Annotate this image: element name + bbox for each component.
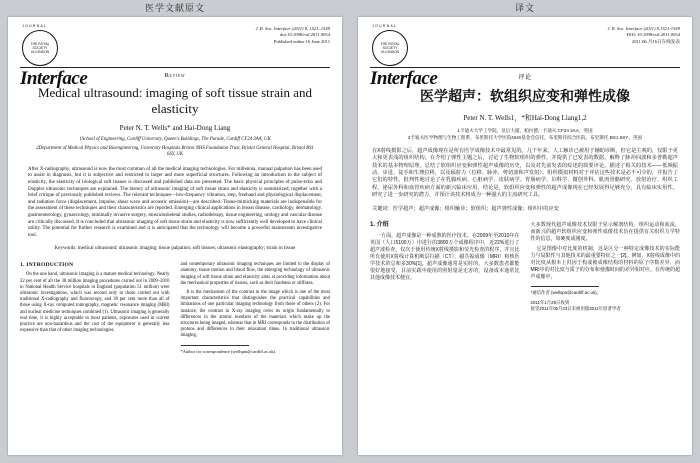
abstract-text: After X-radiography, ultrasound is now the most common of all the medical imaging technologies. For millennia, manual palpation has been used to assist in diagnosis, but it is subjective and restricted to larger and more superficial structures. Following an introduction to the subject of elasticity, the elasticity of biological soft tissues is discussed and published data are presented. The basic physical principles of pulse-echo and Doppler ultrasonic techniques are explained. The history of ultrasonic imaging of soft tissue strain and elasticity is summarized, together with a brief critique of previously published reviews. The relevant techniques—low-frequency vibration, step, freehand and physiological displacement, and radiation force (displacement, impulse, shear wave and acoustic emission)—are described. Tissue-mimicking materials are indispensible for the assessment of these techniques and their characteristics are reported. Emerging clinical applications in breast disease, cardiology, dermatology, gastroenterology, gynaecology, minimally invasive surgery, musculoskeletal studies, radiotherapy, tissue engineering, urology and vascular disease are critically discussed. It is concluded that ultrasonic imaging of soft tissue strain and elasticity is now sufficiently well developed to have clinical utility. The potential for further research is examined and it is anticipated that the technology will become a powerful mainstream investigative tool. [28, 166, 322, 238]
pane-translation-header: 译文 [350, 0, 700, 17]
journal-tag-label: JOURNAL [22, 24, 48, 28]
citation-block-translation [607, 24, 680, 45]
citation-block-original [256, 24, 330, 45]
citation-line-2-translation: DOI: 10.1098/rsif.2011.0054 [626, 32, 680, 38]
pane-original-header: 医学文献原文 [0, 0, 350, 17]
article-type-label: Review [164, 72, 186, 79]
footnote-divider-translation [531, 286, 600, 287]
body-column-left [20, 262, 170, 354]
received-date-note: 2011年1月29日收到 [530, 299, 570, 305]
original-page[interactable] [8, 17, 342, 455]
keywords-text-translation: 关键词：医学超声；超声成像；组织触诊；软组织；超声弹性成像；组织中的应变 [372, 205, 559, 212]
seal-line-2-translation: SOCIETY [382, 46, 398, 50]
journal-wordmark: Interface [20, 68, 88, 89]
citation-line-1-translation: J. R. Soc. Interface (2011) 8,1521-1549 [607, 26, 680, 31]
corresponding-author-note: *Author for correspondence (wellspnt@cardiff.ac.uk). [180, 348, 277, 354]
journal-tag-label-translation: JOURNAL [372, 24, 398, 28]
author-list: Peter N. T. Wells* and Hai-Dong Liang [119, 124, 231, 132]
affiliation-2-translation: 2卡迪夫医学物理与生物工程系，布里斯托大学医院NHS基金会信托，布里斯托综合医院，布里斯托 BS1 6SY，英国 [407, 135, 643, 141]
abstract-text-translation: 在X射线摄影之后，超声成像现在是所有医学成像技术中最常见的。几千年来，人工触诊已被用于辅助诊断，但它是主观的，仅限于更大和更表浅的组织结构。在介绍了弹性主题之后，讨论了生物软组织的弹性，并提供了已发表的数据。解释了脉冲回波和多普勒超声技术的基本物理原理。总结了软组织应变和弹性超声成像的历史，以及对先前发表的综述的简要评论。描述了相关的技术——低频振动、步进、徒手和生理位移，以及辐射力（位移、脉冲、剪切波和声发射）。组织模拟材料对于评估这些技术是必不可少的，并报告了它们的特性。批判性地讨论了在乳腺疾病、心脏病学、皮肤病学、胃肠病学、妇科学、微创外科、肌肉骨骼研究、放射治疗、组织工程、泌尿外科和血管疾病方面的新兴临床应用。结论是，软组织应变和弹性的超声成像现在已经发展得足够充分，具有临床实用性。研究了进一步研究的潜力，并预计该技术将成为一种强大的主流研究工具。 [372, 147, 678, 199]
body-paragraph-1-translation: 大多数现代超声成像技术仅限于显示解剖结构、组织运动和血流，而新兴的超声软组织应变和弹性成像技术旨在提供有关组织力学特性的信息，如硬度或刚度。 [530, 221, 680, 242]
body-paragraph-1: and contemporary ultrasonic imaging techniques are limited to the display of anatomy, tissue motion and blood flow, the emerging technology of ultrasonic imaging of soft tissue strain and elasticity aims at providing information about the mechanical properties of tissues, such as their hardness or stiffness. [180, 262, 330, 286]
body-columns-translation [370, 222, 680, 313]
body-paragraph-2: It is the mechanism of the contrast in the image which is one of the most important characteristics that distinguishes the practical capabilities and limitations of one particular imaging technology from those of others (2). For instance, the contrast in X-ray imaging owes its origin fundamentally to differences in the atomic numbers of the materials which make up the structures being imaged, whereas that in MRI corresponds to the distribution of protons and differences in their relaxation times. In traditional ultrasonic imaging, [180, 289, 330, 339]
journal-logo-block [20, 24, 94, 90]
pane-translation [350, 0, 700, 463]
citation-line-2: doi:10.1098/rsif.2011.0054 [280, 32, 330, 38]
body-column-right [181, 262, 331, 354]
citation-line-3: Published online 16 June 2011 [273, 38, 330, 44]
corresponding-author-note-translation: *通信作者 (wellspn@cardiff.ac.uk)。 [530, 289, 601, 295]
article-type-label-translation: 评论 [518, 74, 532, 81]
seal-line-1-translation: THE ROYAL [380, 42, 400, 46]
seal-line-3: of LONDON [30, 50, 50, 54]
affiliation-1: 1School of Engineering, Cardiff University, Queen's Buildings, The Parade, Cardiff CF24 3AA, UK [79, 137, 271, 142]
body-paragraph-2-translation: 它是图像中对比度的机制，这是区分一种特定成像技术的实际能力与局限性与其他技术的最重要特征之一[2]。例如，X射线成像中的对比度从根本上归因于构成被成像结构的材料的原子序数差异，而MRI中的对比度与质子的分布和弛豫时间的差异相对应。在传统的超声成像中， [530, 245, 680, 280]
page-title-translation: 医学超声：软组织应变和弹性成像 [420, 88, 630, 104]
journal-logo-block-translation [370, 24, 444, 90]
journal-wordmark-translation: Interface [370, 68, 438, 89]
affiliation-1-translation: 1卡迪夫大学工学院，皇后大厦，帕拉德，卡迪夫 CF24 3AA，英国 [457, 128, 593, 133]
keywords-text: Keywords: medical ultrasound; ultrasonic imaging; tissue palpation; soft tissues; ultrasonic elastography; strain in tissue [54, 246, 296, 252]
royal-society-seal-icon [22, 30, 58, 66]
body-column-left-translation [370, 222, 520, 313]
affiliation-2: 2Department of Medical Physics and Bioengineering, University Hospitals Bristol NHS Foundation Trust, Bristol General Hospital, Bristol BS1 6SY, UK [36, 145, 314, 158]
body-column-right-translation [531, 222, 681, 313]
translation-page[interactable] [358, 17, 692, 455]
intro-heading: 1. INTRODUCTION [20, 262, 74, 269]
intro-paragraph-1: On the one hand, ultrasonic imaging is a mature medical technology. Nearly 22 per cent of all the 38 million imaging procedures carried out in 2009–2010 in National Health Service hospitals in England (population 51 million) were ultrasonic investigations, which was second only to those carried out with traditional X-radiography and fluoroscopy, and 30 per cent more than all of those using X-ray computed tomography, magnetic resonance imaging (MRI) and nuclear medicine techniques combined (1). Ultrasonic imaging is generally real time, it is highly acceptable to most patients, exposures used in current practice are non-hazardous and the cost of the equipment is generally less expensive than that of other imaging technologies. [20, 272, 170, 334]
footnote-divider [181, 345, 250, 346]
seal-line-2: SOCIETY [32, 46, 48, 50]
royal-society-seal-icon-translation [372, 30, 408, 66]
author-list-translation: Peter N. T. Wells1，*和Hai-Dong Liang1,2 [463, 114, 587, 122]
intro-heading-translation: 1. 介绍 [370, 221, 389, 228]
citation-line-1: J. R. Soc. Interface (2011) 8, 1521–1549 [255, 26, 330, 31]
citation-line-3-translation: 2011.06.月16日在线发表 [631, 38, 680, 44]
body-columns-original [20, 262, 330, 354]
intro-paragraph-1-translation: 一方面，超声成像是一种成熟的医疗技术。在2009年至2010年在英国（人口5100万）中进行的3800万个成像程序中，近22%进行了超声波检查，仅次于使用传统X射线摄影和荧光检查的程序，并且比所有使用X射线计算机断层扫描（CT）、磁共振成像（MRI）和核医学技术的总和多30%[1]。超声成像通常是实时的，大多数患者都能很好地接受，目前实践中使用的照射量是无害的，设备成本通常比其他成像技术便宜。 [370, 232, 520, 281]
seal-line-1: THE ROYAL [30, 42, 50, 46]
accepted-date-note: 接受2011年05月23日未被用版2011年原著学者 [530, 306, 621, 312]
page-title: Medical ultrasound: imaging of soft tissue strain and elasticity [37, 85, 313, 116]
seal-line-3-translation: of LONDON [380, 50, 400, 54]
